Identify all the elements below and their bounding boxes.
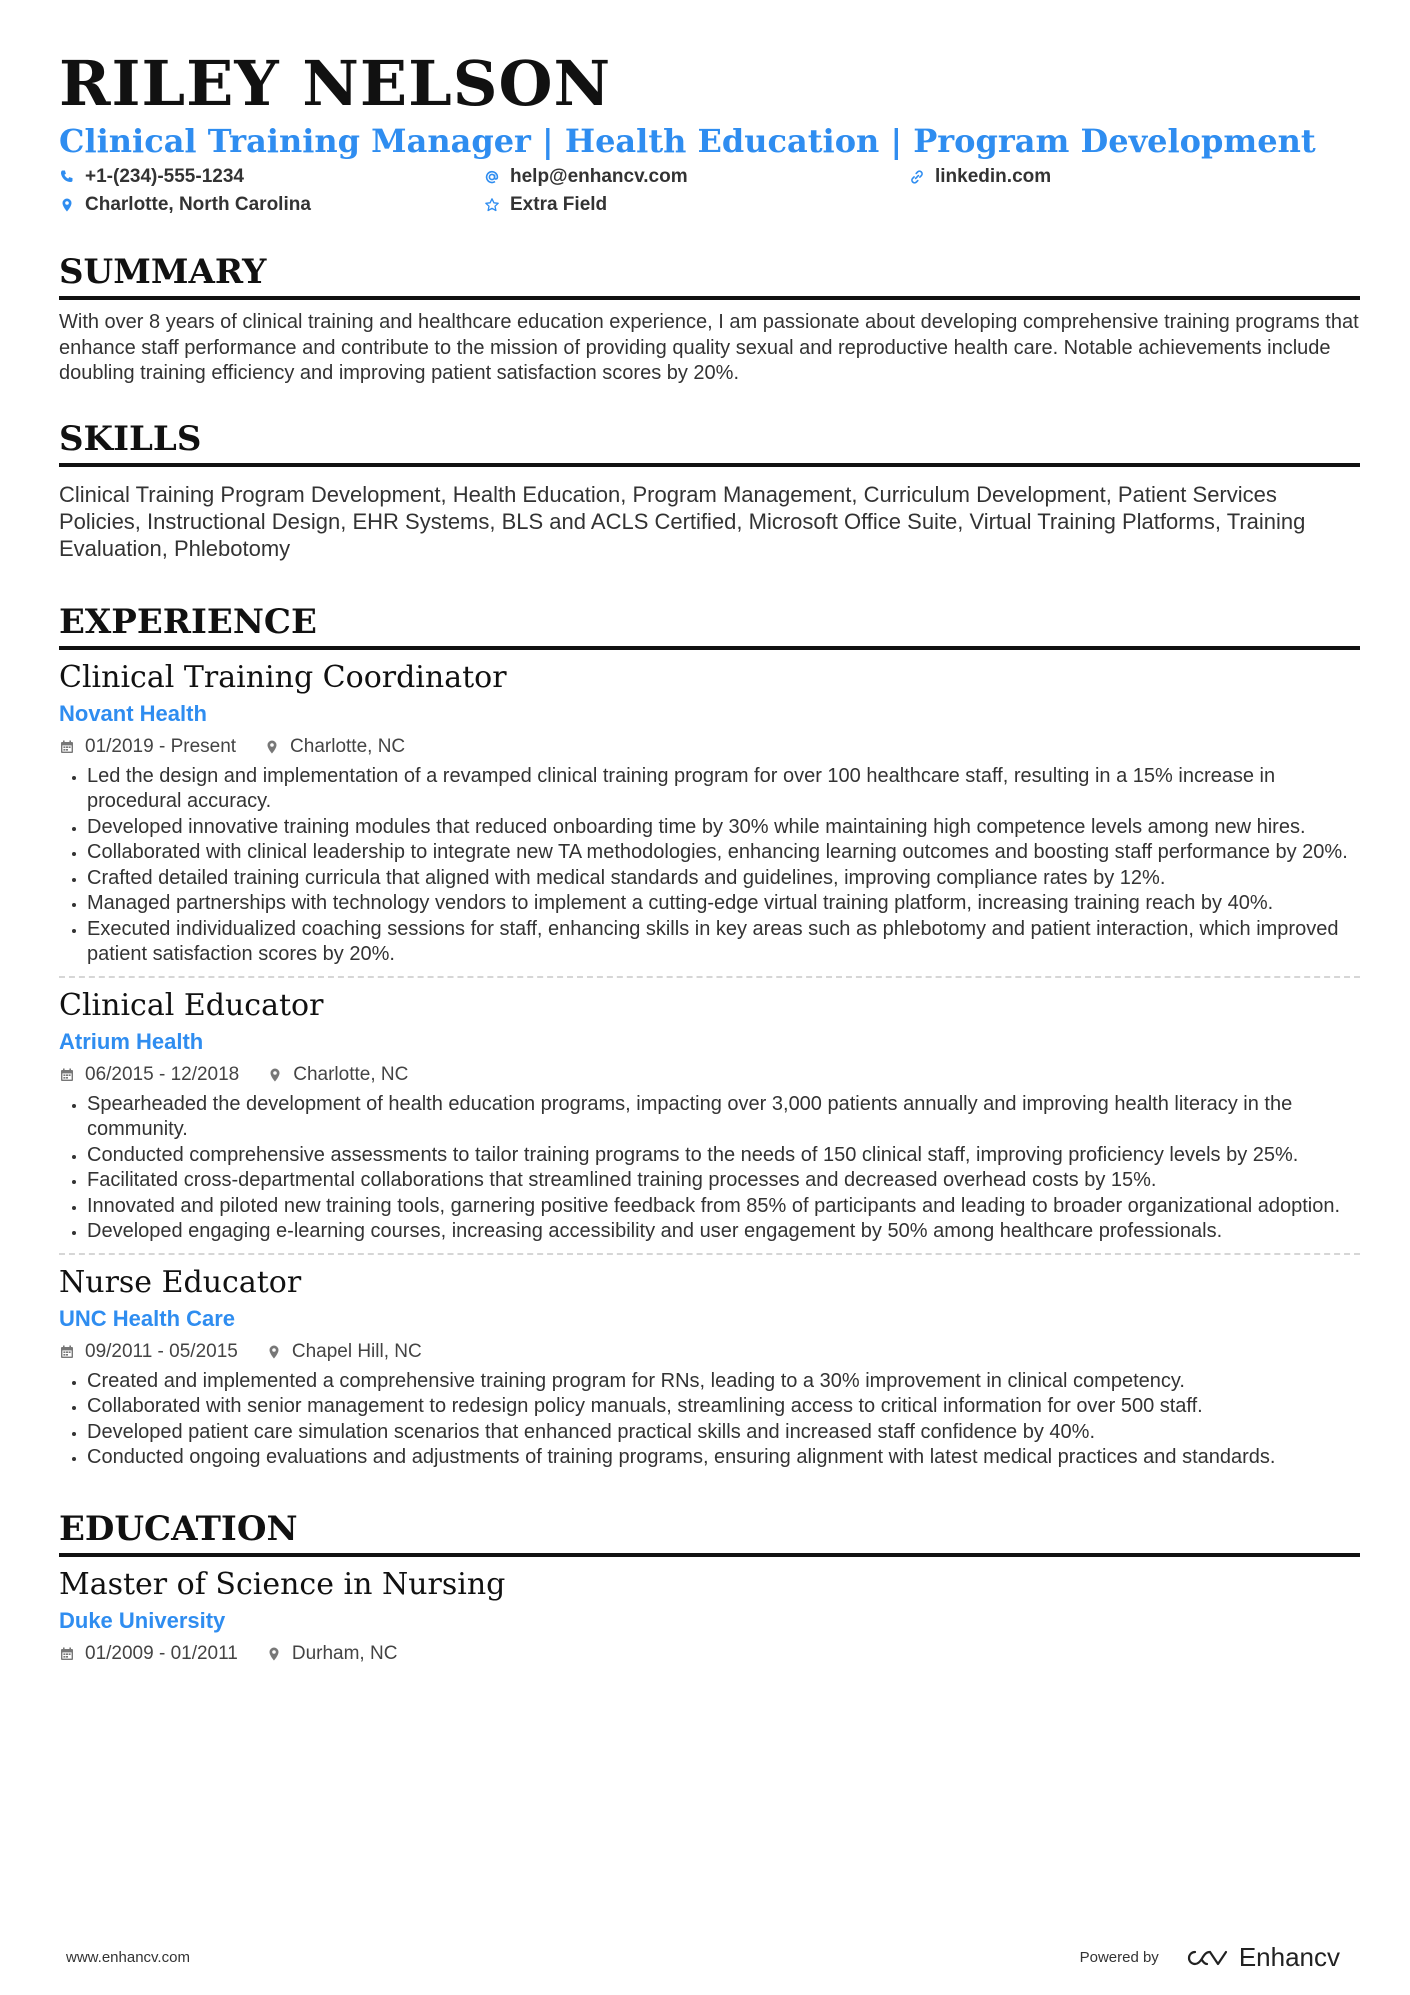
job-title: Clinical Training Coordinator (59, 659, 507, 695)
location-pin-icon (59, 197, 75, 213)
experience-title: EXPERIENCE (59, 600, 1360, 650)
skills-section (59, 417, 1360, 562)
education-entry (59, 1557, 1360, 1667)
headline: Clinical Training Manager | Health Education | Program Development (59, 122, 1316, 160)
location-text: Charlotte, North Carolina (85, 194, 311, 215)
education-dates: 01/2009 - 01/2011 (85, 1642, 238, 1664)
job-bullets (59, 1369, 1360, 1471)
company-name: Novant Health (59, 700, 207, 726)
job-meta (59, 1339, 1360, 1365)
contact-extra (484, 194, 909, 216)
list-item: • Conducted comprehensive assessments to tailor training programs to the needs of 150 clinical staff, improving proficiency levels by 25%. (87, 1143, 1360, 1169)
footer-website[interactable]: www.enhancv.com (66, 1949, 190, 1966)
linkedin-text[interactable]: linkedin.com (935, 166, 1052, 187)
powered-by-label: Powered by (1079, 1949, 1159, 1966)
powered-by (1080, 1942, 1340, 1973)
job-dates: 09/2011 - 05/2015 (85, 1340, 238, 1362)
calendar-icon (59, 1344, 75, 1360)
list-item: • Managed partnerships with technology vendors to implement a cutting-edge virtual training platform, increasing training reach by 40%. (87, 891, 1360, 917)
contact-location (59, 194, 484, 216)
experience-section (59, 600, 1360, 1471)
calendar-icon (59, 1067, 75, 1083)
phone-text[interactable]: +1-(234)-555-1234 (85, 166, 244, 187)
contact-phone (59, 166, 484, 188)
company-name: Atrium Health (59, 1028, 204, 1054)
list-item: • Spearheaded the development of health education programs, impacting over 3,000 patients annually and improving health literacy in the community. (87, 1092, 1360, 1143)
job-bullets (59, 1092, 1360, 1245)
list-item: • Developed engaging e-learning courses, increasing accessibility and user engagement by 50% among healthcare professionals. (87, 1219, 1360, 1245)
email-text[interactable]: help@enhancv.com (510, 166, 688, 187)
school-name: Duke University (59, 1607, 226, 1633)
summary-text: With over 8 years of clinical training and healthcare education experience, I am passionate about developing comprehensive training programs that enhance staff performance and contribute to the mission of providing quality sexual and reproductive health care. Notable achievements include doubling training efficiency and improving patient satisfaction scores by 20%. (59, 311, 1359, 384)
education-location: Durham, NC (291, 1642, 398, 1664)
job-meta (59, 734, 1360, 760)
degree-title: Master of Science in Nursing (59, 1566, 506, 1602)
job-title: Nurse Educator (59, 1264, 302, 1300)
education-meta (59, 1641, 1360, 1667)
company-name: UNC Health Care (59, 1305, 236, 1331)
location-pin-icon (264, 739, 280, 755)
calendar-icon (59, 1646, 75, 1662)
list-item: • Crafted detailed training curricula that aligned with medical standards and guidelines, improving compliance rates by 12%. (87, 866, 1360, 892)
calendar-icon (59, 739, 75, 755)
job-title: Clinical Educator (59, 987, 324, 1023)
candidate-name: RILEY NELSON (59, 47, 612, 120)
brand-name: Enhancv (1238, 1942, 1340, 1972)
at-icon (484, 169, 500, 185)
footer (66, 1942, 1340, 1973)
list-item: • Led the design and implementation of a revamped clinical training program for over 100 healthcare staff, resulting in a 15% increase in procedural accuracy. (87, 764, 1360, 815)
job-meta (59, 1062, 1360, 1088)
contact-email (484, 166, 909, 188)
experience-entry (59, 1253, 1360, 1471)
star-icon (484, 197, 500, 213)
contact-list (59, 166, 1360, 216)
list-item: • Developed patient care simulation scenarios that enhanced practical skills and increased staff confidence by 40%. (87, 1420, 1360, 1446)
list-item: • Executed individualized coaching sessions for staff, enhancing skills in key areas such as phlebotomy and patient interaction, which improved patient satisfaction scores by 20%. (87, 917, 1360, 968)
enhancv-logo-icon (1185, 1946, 1229, 1970)
phone-icon (59, 169, 75, 185)
skills-text: Clinical Training Program Development, Health Education, Program Management, Curriculum Development, Patient Services Policies, Instructional Design, EHR Systems, BLS and ACLS Certified, Microsoft Office Suite, Virtual Training Platforms, Training Evaluation, Phlebotomy (59, 481, 1306, 561)
location-pin-icon (266, 1646, 282, 1662)
experience-entry (59, 650, 1360, 968)
location-pin-icon (267, 1067, 283, 1083)
job-dates: 01/2019 - Present (85, 735, 237, 757)
list-item: • Facilitated cross-departmental collaborations that streamlined training processes and decreased overhead costs by 15%. (87, 1168, 1360, 1194)
job-location: Chapel Hill, NC (291, 1340, 422, 1362)
list-item: • Conducted ongoing evaluations and adjustments of training programs, ensuring alignment with latest medical practices and standards. (87, 1445, 1360, 1471)
link-icon (909, 169, 925, 185)
skills-title: SKILLS (59, 417, 1360, 467)
education-title: EDUCATION (59, 1507, 1360, 1557)
list-item: • Innovated and piloted new training tools, garnering positive feedback from 85% of participants and leading to broader organizational adoption. (87, 1194, 1360, 1220)
list-item: • Collaborated with clinical leadership to integrate new TA methodologies, enhancing learning outcomes and boosting staff performance by 20%. (87, 840, 1360, 866)
job-location: Charlotte, NC (290, 735, 406, 757)
list-item: • Collaborated with senior management to redesign policy manuals, streamlining access to critical information for over 500 staff. (87, 1394, 1360, 1420)
contact-linkedin (909, 166, 1209, 188)
job-bullets (59, 764, 1360, 968)
summary-title: SUMMARY (59, 250, 1360, 300)
job-dates: 06/2015 - 12/2018 (85, 1063, 240, 1085)
list-item: • Developed innovative training modules that reduced onboarding time by 30% while maintaining high competence levels among new hires. (87, 815, 1360, 841)
extra-field-text: Extra Field (510, 194, 608, 215)
brand-logo[interactable] (1185, 1942, 1340, 1973)
education-section (59, 1507, 1360, 1667)
summary-section (59, 250, 1360, 387)
experience-entry (59, 976, 1360, 1245)
list-item: • Created and implemented a comprehensive training program for RNs, leading to a 30% improvement in clinical competency. (87, 1369, 1360, 1395)
job-location: Charlotte, NC (293, 1063, 409, 1085)
location-pin-icon (266, 1344, 282, 1360)
